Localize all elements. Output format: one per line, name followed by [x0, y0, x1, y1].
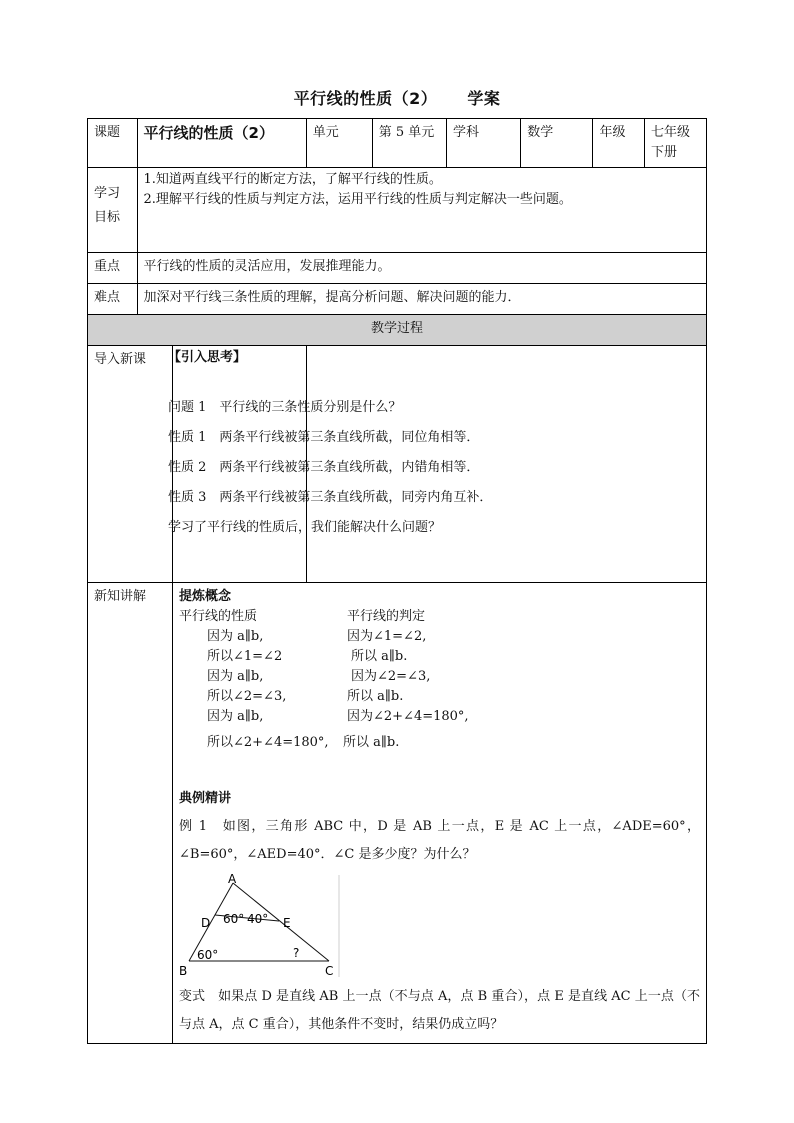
concept-cell: 所以∠1=∠2	[207, 649, 283, 664]
goals-label: 学习目标	[88, 168, 138, 253]
example-heading: 典例精讲	[179, 791, 232, 806]
concept-cell: 所以 a∥b.	[347, 689, 404, 704]
grade-value: 七年级下册	[645, 119, 707, 168]
grade-label: 年级	[593, 119, 645, 168]
process-header: 教学过程	[88, 315, 707, 346]
label-a: A	[228, 873, 237, 886]
new-knowledge-label: 新知讲解	[88, 583, 173, 1043]
header-row	[88, 119, 707, 168]
intro-line: 性质 1 两条平行线被第三条直线所截，同位角相等．	[168, 430, 480, 445]
title-main: 平行线的性质（2）	[293, 89, 438, 108]
concept-cell: 所以 a∥b.	[343, 735, 400, 750]
intro-line: 性质 3 两条平行线被第三条直线所截，同旁内角互补．	[168, 490, 493, 505]
label-e: E	[283, 916, 291, 930]
unit-label: 单元	[306, 119, 372, 168]
example-text: 例 1 如图，三角形 ABC 中，D 是 AB 上一点，E 是 AC 上一点，∠ADE=60°，∠B=60°，∠AED=40°．∠C 是多少度？为什么？	[179, 819, 700, 862]
intro-line: 问题 1 平行线的三条性质分别是什么？	[168, 400, 402, 415]
concept-cell: 因为∠1=∠2,	[347, 629, 427, 644]
intro-content	[168, 348, 698, 538]
label-c: C	[325, 964, 334, 978]
label-d: D	[201, 916, 211, 930]
title-suffix: 学案	[467, 89, 501, 108]
concept-heading: 提炼概念	[179, 589, 232, 604]
unit-value: 第 5 单元	[372, 119, 446, 168]
concept-cell: 因为 a∥b,	[207, 629, 264, 644]
intro-line: 性质 2 两条平行线被第三条直线所截，内错角相等．	[168, 460, 480, 475]
key-point-label: 重点	[88, 253, 138, 284]
criterion-heading: 平行线的判定	[347, 609, 426, 624]
angle-aed-label: 40°	[247, 912, 269, 926]
difficulty-text: 加深对平行线三条性质的理解，提高分析问题、解决问题的能力．	[137, 284, 706, 315]
intro-label: 导入新课	[88, 346, 173, 582]
new-knowledge-row	[88, 583, 707, 1044]
goal-item: 2.理解平行线的性质与判定方法，运用平行线的性质与判定解决一些问题。	[143, 192, 572, 207]
difficulty-label: 难点	[88, 284, 138, 315]
concept-col-headings	[179, 607, 700, 627]
goals-row	[88, 168, 707, 253]
concept-cell: 因为∠2+∠4=180°,	[347, 709, 469, 724]
triangle-figure	[179, 873, 345, 981]
angle-b-label: 60°	[197, 948, 219, 962]
concept-cell: 所以∠2+∠4=180°,	[207, 735, 329, 750]
subject-label: 学科	[446, 119, 520, 168]
intro-heading: 【引入思考】	[168, 350, 247, 365]
course-value: 平行线的性质（2）	[137, 119, 306, 168]
course-label: 课题	[88, 119, 138, 168]
key-point-text: 平行线的性质的灵活应用，发展推理能力。	[137, 253, 706, 284]
label-b: B	[179, 964, 188, 978]
goals-content	[137, 168, 706, 253]
concept-cell: 因为 a∥b,	[207, 669, 264, 684]
goal-item: 1.知道两直线平行的断定方法，了解平行线的性质。	[143, 172, 442, 187]
key-point-row	[88, 253, 707, 284]
intro-line: 学习了平行线的性质后，我们能解决什么问题？	[168, 520, 442, 535]
angle-c-label: ?	[293, 946, 300, 960]
new-knowledge-cell	[88, 583, 707, 1044]
page-title	[0, 86, 794, 109]
subject-value: 数学	[521, 119, 593, 168]
variant-text: 变式 如果点 D 是直线 AB 上一点（不与点 A，点 B 重合），点 E 是直线 AC 上一点（不与点 A，点 C 重合），其他条件不变时，结果仍成立吗？	[179, 989, 700, 1032]
lesson-table	[87, 118, 707, 1044]
difficulty-row	[88, 284, 707, 315]
concept-cell: 因为∠2=∠3,	[351, 669, 431, 684]
angle-ade-label: 60°	[223, 912, 245, 926]
property-heading: 平行线的性质	[179, 609, 258, 624]
concept-cell: 所以∠2=∠3,	[207, 689, 287, 704]
process-header-row	[88, 315, 707, 346]
concept-cell: 因为 a∥b,	[207, 709, 264, 724]
concept-cell: 所以 a∥b.	[351, 649, 408, 664]
